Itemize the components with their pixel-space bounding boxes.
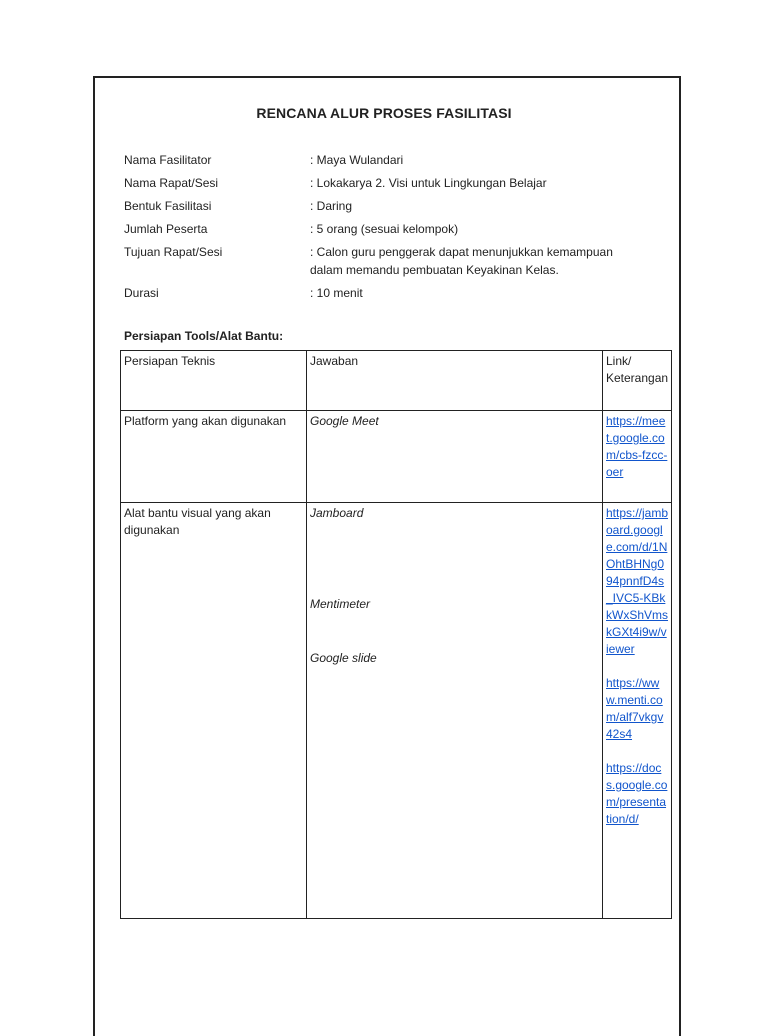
table-row	[121, 503, 672, 919]
cell-jawaban	[307, 503, 603, 919]
info-value: : 10 menit	[310, 286, 363, 300]
info-value: : Maya Wulandari	[310, 153, 404, 167]
info-block	[124, 151, 664, 307]
google-slide-link[interactable]: https://docs.google.com/presentation/d/	[606, 761, 668, 826]
header-teknis: Persiapan Teknis	[121, 351, 307, 411]
cell-teknis: Platform yang akan digunakan	[121, 411, 307, 503]
header-jawaban: Jawaban	[307, 351, 603, 411]
mentimeter-link[interactable]: https://www.menti.com/alf7vkgv42s4	[606, 676, 664, 741]
header-link: Link/ Keterangan	[603, 351, 672, 411]
table-header-row	[121, 351, 672, 411]
meet-link[interactable]: https://meet.google.com/cbs-fzcc-oer	[606, 414, 668, 479]
info-label: Tujuan Rapat/Sesi	[124, 245, 223, 259]
jawaban-google-slide: Google slide	[310, 651, 377, 665]
section-title: Persiapan Tools/Alat Bantu:	[124, 329, 284, 343]
info-row-rapat	[124, 174, 664, 192]
info-label: Nama Fasilitator	[124, 153, 212, 167]
info-row-bentuk	[124, 197, 664, 215]
info-value: : Calon guru penggerak dapat menunjukkan kemampuan dalam memandu pembuatan Keyakinan Kelas.	[310, 245, 613, 277]
document-title: RENCANA ALUR PROSES FASILITASI	[256, 105, 512, 121]
info-label: Nama Rapat/Sesi	[124, 176, 219, 190]
cell-jawaban: Google Meet	[307, 411, 603, 503]
jawaban-jamboard: Jamboard	[310, 506, 364, 520]
info-row-fasilitator	[124, 151, 664, 169]
info-label: Jumlah Peserta	[124, 222, 208, 236]
info-value: : Daring	[310, 199, 353, 213]
tools-table	[120, 350, 672, 919]
info-row-durasi	[124, 284, 664, 302]
info-value: : Lokakarya 2. Visi untuk Lingkungan Belajar	[310, 176, 547, 190]
cell-teknis: Alat bantu visual yang akan digunakan	[121, 503, 307, 919]
jawaban-mentimeter: Mentimeter	[310, 597, 371, 611]
info-value: : 5 orang (sesuai kelompok)	[310, 222, 459, 236]
cell-link	[603, 411, 672, 503]
table-row	[121, 411, 672, 503]
info-row-tujuan	[124, 243, 664, 279]
cell-link	[603, 503, 672, 919]
info-row-peserta	[124, 220, 664, 238]
jamboard-link[interactable]: https://jamboard.google.com/d/1NOhtBHNg094pnnfD4s_IVC5-KBkkWxShVmskGXt4i9w/viewer	[606, 506, 669, 656]
info-label: Durasi	[124, 286, 159, 300]
info-label: Bentuk Fasilitasi	[124, 199, 212, 213]
